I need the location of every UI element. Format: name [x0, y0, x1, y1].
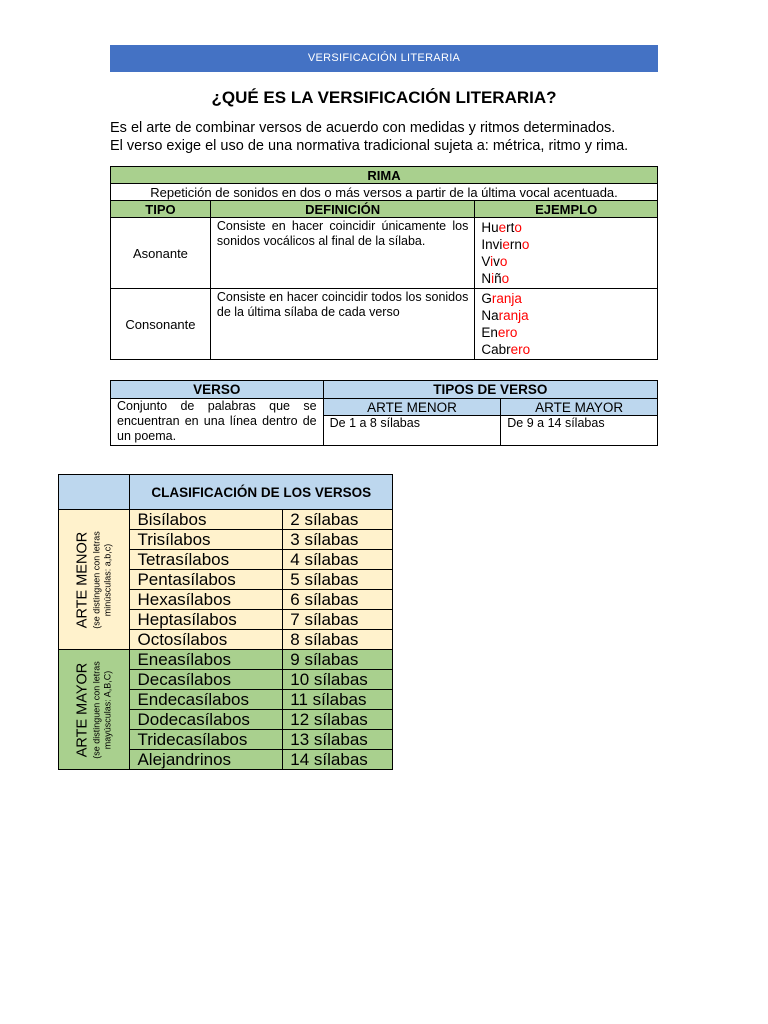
rhyme-segment: o — [501, 271, 510, 286]
verse-type-name: Eneasílabos — [130, 650, 283, 670]
verse-type-name: Trisílabos — [130, 530, 283, 550]
rima-ejemplo-word — [481, 290, 651, 307]
rhyme-segment: ero — [497, 325, 518, 340]
side-label-title: ARTE MAYOR — [74, 662, 91, 757]
verso-header: VERSO — [111, 381, 324, 399]
rima-ejemplos — [475, 289, 658, 360]
verse-syllable-count: 12 sílabas — [283, 710, 393, 730]
rima-ejemplo-word — [481, 307, 651, 324]
verse-syllable-count: 11 sílabas — [283, 690, 393, 710]
rima-header-tipo: TIPO — [111, 201, 211, 218]
word-segment: ñ — [494, 271, 502, 286]
word-segment: Hu — [481, 220, 499, 235]
word-segment: En — [481, 325, 498, 340]
intro-line-1: Es el arte de combinar versos de acuerdo con medidas y ritmos determinados. — [110, 120, 616, 136]
verse-type-name: Tetrasílabos — [130, 550, 283, 570]
vertical-label — [75, 531, 114, 629]
clasificacion-row — [59, 650, 393, 670]
rima-title: RIMA — [111, 167, 658, 184]
rima-ejemplos — [475, 218, 658, 289]
arte-menor-side-label — [59, 510, 130, 650]
intro-line-2: El verso exige el uso de una normativa tradicional sujeta a: métrica, ritmo y rima. — [110, 138, 629, 154]
rima-table — [110, 166, 658, 360]
word-segment: N — [481, 271, 492, 286]
rhyme-segment: ero — [510, 342, 531, 357]
clasificacion-title: CLASIFICACIÓN DE LOS VERSOS — [130, 475, 393, 510]
arte-mayor-header: ARTE MAYOR — [501, 399, 658, 416]
arte-mayor-side-label — [59, 650, 130, 770]
vertical-label — [75, 661, 114, 759]
word-segment: V — [481, 254, 491, 269]
rima-ejemplo-word — [481, 341, 651, 358]
word-segment: rt — [506, 220, 515, 235]
clasificacion-row — [59, 510, 393, 530]
word-segment: rn — [509, 237, 522, 252]
verse-type-name: Octosílabos — [130, 630, 283, 650]
verso-table — [110, 380, 658, 446]
rhyme-segment: o — [514, 220, 522, 235]
verse-syllable-count: 9 sílabas — [283, 650, 393, 670]
verse-syllable-count: 13 sílabas — [283, 730, 393, 750]
side-label-note: (se distinguen con letras — [91, 660, 102, 759]
arte-menor-value: De 1 a 8 sílabas — [323, 416, 501, 446]
word-segment: Cabr — [481, 342, 511, 357]
rhyme-segment: ranja — [491, 291, 522, 306]
rhyme-segment: e — [502, 237, 510, 252]
rima-description: Repetición de sonidos en dos o más versos a partir de la última vocal acentuada. — [111, 184, 658, 201]
page-banner: VERSIFICACIÓN LITERARIA — [110, 45, 658, 72]
side-label-note: (se distinguen con letras — [91, 530, 102, 629]
verse-type-name: Alejandrinos — [130, 750, 283, 770]
rhyme-segment: i — [490, 254, 494, 269]
word-segment: v — [493, 254, 500, 269]
verse-syllable-count: 10 sílabas — [283, 670, 393, 690]
side-label-note: mayúsculas: A,B,C) — [102, 670, 113, 749]
arte-menor-header: ARTE MENOR — [323, 399, 501, 416]
verso-definicion: Conjunto de palabras que se encuentran en una línea dentro de un poema. — [111, 399, 324, 446]
verse-type-name: Endecasílabos — [130, 690, 283, 710]
rima-row-consonante — [111, 289, 658, 360]
verse-type-name: Hexasílabos — [130, 590, 283, 610]
verse-syllable-count: 6 sílabas — [283, 590, 393, 610]
verse-syllable-count: 3 sílabas — [283, 530, 393, 550]
rima-definicion: Consiste en hacer coincidir únicamente los sonidos vocálicos al final de la sílaba. — [210, 218, 474, 289]
rima-header-definicion: DEFINICIÓN — [210, 201, 474, 218]
verse-type-name: Pentasílabos — [130, 570, 283, 590]
verse-syllable-count: 5 sílabas — [283, 570, 393, 590]
word-segment: Na — [481, 308, 499, 323]
rima-header-ejemplo: EJEMPLO — [475, 201, 658, 218]
verse-type-name: Tridecasílabos — [130, 730, 283, 750]
rima-ejemplo-word — [481, 236, 651, 253]
tipos-verso-header: TIPOS DE VERSO — [323, 381, 657, 399]
verse-type-name: Dodecasílabos — [130, 710, 283, 730]
verse-syllable-count: 7 sílabas — [283, 610, 393, 630]
rhyme-segment: i — [491, 271, 495, 286]
arte-mayor-value: De 9 a 14 sílabas — [501, 416, 658, 446]
rima-tipo: Asonante — [111, 218, 211, 289]
clasificacion-corner — [59, 475, 130, 510]
rima-tipo: Consonante — [111, 289, 211, 360]
verse-type-name: Heptasílabos — [130, 610, 283, 630]
verse-syllable-count: 4 sílabas — [283, 550, 393, 570]
verse-type-name: Bisílabos — [130, 510, 283, 530]
word-segment: G — [481, 291, 492, 306]
rima-row-asonante — [111, 218, 658, 289]
verse-syllable-count: 8 sílabas — [283, 630, 393, 650]
verse-type-name: Decasílabos — [130, 670, 283, 690]
rima-ejemplo-word — [481, 219, 651, 236]
verse-syllable-count: 14 sílabas — [283, 750, 393, 770]
rhyme-segment: o — [499, 254, 508, 269]
rhyme-segment: o — [521, 237, 530, 252]
clasificacion-table — [58, 474, 393, 770]
verse-syllable-count: 2 sílabas — [283, 510, 393, 530]
rhyme-segment: e — [498, 220, 507, 235]
rima-ejemplo-word — [481, 270, 651, 287]
rima-definicion: Consiste en hacer coincidir todos los sonidos de la última sílaba de cada verso — [210, 289, 474, 360]
rhyme-segment: ranja — [498, 308, 529, 323]
rima-ejemplo-word — [481, 253, 651, 270]
side-label-title: ARTE MENOR — [74, 531, 91, 628]
page-title: ¿QUÉ ES LA VERSIFICACIÓN LITERARIA? — [211, 88, 557, 107]
intro-text — [110, 119, 658, 155]
side-label-note: minúsculas: a,b,c) — [102, 543, 113, 616]
rima-ejemplo-word — [481, 324, 651, 341]
word-segment: Invi — [481, 237, 503, 252]
